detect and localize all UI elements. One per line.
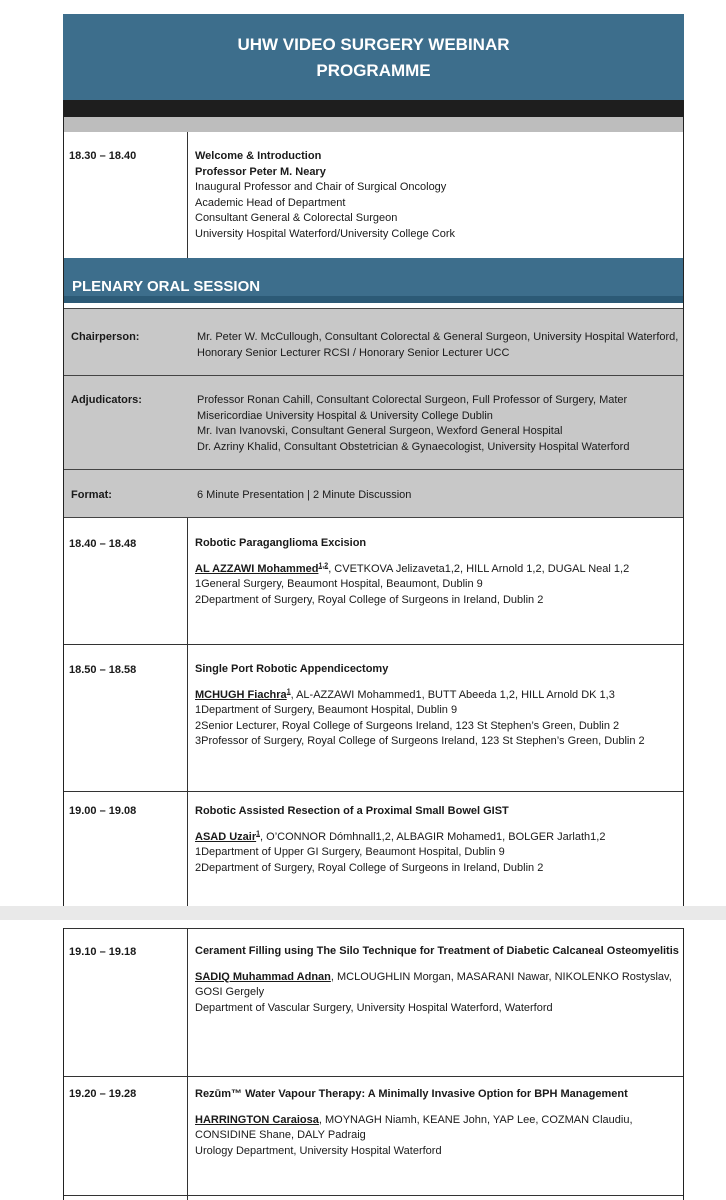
talk-title: Cerament Filling using The Silo Technique for Treatment of Diabetic Calcaneal Osteomyelitis — [195, 945, 679, 957]
header-band — [63, 86, 684, 100]
talk-row — [63, 929, 684, 1076]
column-divider — [187, 929, 188, 1076]
affiliation: 2Department of Surgery, Royal College of Surgeons in Ireland, Dublin 2 — [195, 593, 544, 606]
talk-time: 19.00 – 19.08 — [69, 805, 137, 817]
talk-row — [63, 792, 684, 906]
format-text: 6 Minute Presentation | 2 Minute Discussion — [197, 489, 412, 501]
chairperson-label: Chairperson: — [71, 331, 140, 343]
adjudicators-text — [197, 393, 682, 455]
talk-time: 18.40 – 18.48 — [69, 538, 137, 550]
column-divider — [187, 518, 188, 644]
presenter-name: SADIQ Muhammad Adnan — [195, 970, 331, 983]
welcome-line: Academic Head of Department — [195, 196, 346, 209]
column-divider — [187, 1077, 188, 1200]
header-title-line2: PROGRAMME — [316, 61, 431, 80]
talk-title: Rezūm™ Water Vapour Therapy: A Minimally Invasive Option for BPH Management — [195, 1088, 628, 1100]
presenter-name: HARRINGTON Caraiosa — [195, 1113, 319, 1126]
column-divider — [187, 792, 188, 906]
adjudicators-label: Adjudicators: — [71, 394, 142, 406]
welcome-content — [195, 149, 680, 242]
welcome-line: University Hospital Waterford/University College Cork — [195, 227, 456, 240]
column-divider — [187, 132, 188, 258]
affiliation: Urology Department, University Hospital Waterford — [195, 1144, 442, 1157]
adjudicator-line: Dr. Azriny Khalid, Consultant Obstetrician & Gynaecologist, University Hospital Waterford — [197, 440, 630, 453]
talk-title: Robotic Paraganglioma Excision — [195, 537, 367, 549]
affiliation: 2Department of Surgery, Royal College of Surgeons in Ireland, Dublin 2 — [195, 861, 544, 874]
talk-authors — [195, 688, 680, 704]
format-label: Format: — [71, 489, 112, 501]
welcome-time: 18.30 – 18.40 — [69, 150, 137, 162]
talk-authors — [195, 970, 680, 1001]
welcome-row — [63, 132, 684, 258]
presenter-sup: 1 — [286, 687, 291, 695]
presenter-sup: 1 — [256, 829, 261, 837]
header-title — [63, 32, 684, 84]
affiliation: 1Department of Upper GI Surgery, Beaumont Hospital, Dublin 9 — [195, 846, 505, 858]
talk-title: Robotic Assisted Resection of a Proximal Small Bowel GIST — [195, 805, 509, 817]
talk-row — [63, 645, 684, 791]
talk-content — [195, 536, 680, 608]
session-band — [63, 296, 684, 303]
talk-time: 19.20 – 19.28 — [69, 1088, 137, 1100]
chairperson-row — [63, 308, 684, 375]
table-right-border — [683, 928, 684, 1200]
talk-content — [195, 944, 680, 1016]
affiliation: 3Professor of Surgery, Royal College of Surgeons Ireland, 123 St Stephen’s Green, Dublin 2 — [195, 735, 645, 747]
presenter-name: ASAD Uzair — [195, 830, 257, 843]
talk-content — [195, 662, 680, 750]
row-divider — [63, 1195, 684, 1196]
presenter-name: MCHUGH Fiachra — [195, 688, 287, 701]
affiliation: 2Senior Lecturer, Royal College of Surgeons Ireland, 123 St Stephen’s Green, Dublin 2 — [195, 719, 620, 732]
talk-content — [195, 1087, 680, 1159]
format-row — [63, 469, 684, 518]
programme-header — [63, 14, 684, 117]
welcome-speaker: Professor Peter M. Neary — [195, 165, 326, 178]
co-authors: , MOYNAGH Niamh, KEANE John, YAP Lee, COZMAN Claudiu, CONSIDINE Shane, DALY Padraig — [195, 1113, 633, 1141]
co-authors: , CVETKOVA Jelizaveta1,2, HILL Arnold 1,2, DUGAL Neal 1,2 — [328, 562, 630, 575]
co-authors: , AL-AZZAWI Mohammed1, BUTT Abeeda 1,2, HILL Arnold DK 1,3 — [290, 688, 615, 701]
welcome-line: Consultant General & Colorectal Surgeon — [195, 212, 398, 224]
column-divider — [187, 645, 188, 791]
adjudicators-row — [63, 375, 684, 469]
header-grey-bar — [63, 117, 684, 132]
talk-title: Single Port Robotic Appendicectomy — [195, 663, 389, 675]
page-break — [0, 906, 726, 920]
presenter-name: AL AZZAWI Mohammed — [195, 562, 319, 575]
talk-time: 18.50 – 18.58 — [69, 664, 137, 676]
adjudicator-line: Professor Ronan Cahill, Consultant Colorectal Surgeon, Full Professor of Surgery, Mater Misericordiae University Hospital & University College Dublin — [197, 394, 628, 422]
co-authors: , O’CONNOR Dómhnall1,2, ALBAGIR Mohamed1, BOLGER Jarlath1,2 — [260, 830, 606, 843]
affiliation: 1Department of Surgery, Beaumont Hospital, Dublin 9 — [195, 704, 458, 716]
welcome-line: Inaugural Professor and Chair of Surgical Oncology — [195, 181, 447, 193]
talk-authors — [195, 562, 680, 578]
affiliation: 1General Surgery, Beaumont Hospital, Beaumont, Dublin 9 — [195, 578, 483, 590]
talk-time: 19.10 – 19.18 — [69, 946, 137, 958]
talk-content — [195, 804, 680, 876]
header-title-line1: UHW VIDEO SURGERY WEBINAR — [237, 35, 510, 54]
session-header — [63, 258, 684, 303]
co-authors: , MCLOUGHLIN Morgan, MASARANI Nawar, NIKOLENKO Rostyslav, GOSI Gergely — [195, 970, 672, 998]
talk-row — [63, 1077, 684, 1200]
talk-authors — [195, 1113, 680, 1144]
presenter-sup: 1,2 — [318, 561, 329, 569]
session-title: PLENARY ORAL SESSION — [72, 278, 261, 295]
affiliation: Department of Vascular Surgery, University Hospital Waterford, Waterford — [195, 1001, 553, 1014]
talk-row — [63, 518, 684, 644]
table-left-border — [63, 928, 64, 1200]
chairperson-text: Mr. Peter W. McCullough, Consultant Colorectal & General Surgeon, University Hospital Waterford, Honorary Senior Lecturer RCSI / Honorary Senior Lecturer UCC — [197, 331, 679, 359]
table-left-border — [63, 117, 64, 906]
talk-authors — [195, 830, 680, 846]
welcome-title: Welcome & Introduction — [195, 150, 322, 162]
table-right-border — [683, 117, 684, 906]
adjudicator-line: Mr. Ivan Ivanovski, Consultant General Surgeon, Wexford General Hospital — [197, 425, 563, 437]
